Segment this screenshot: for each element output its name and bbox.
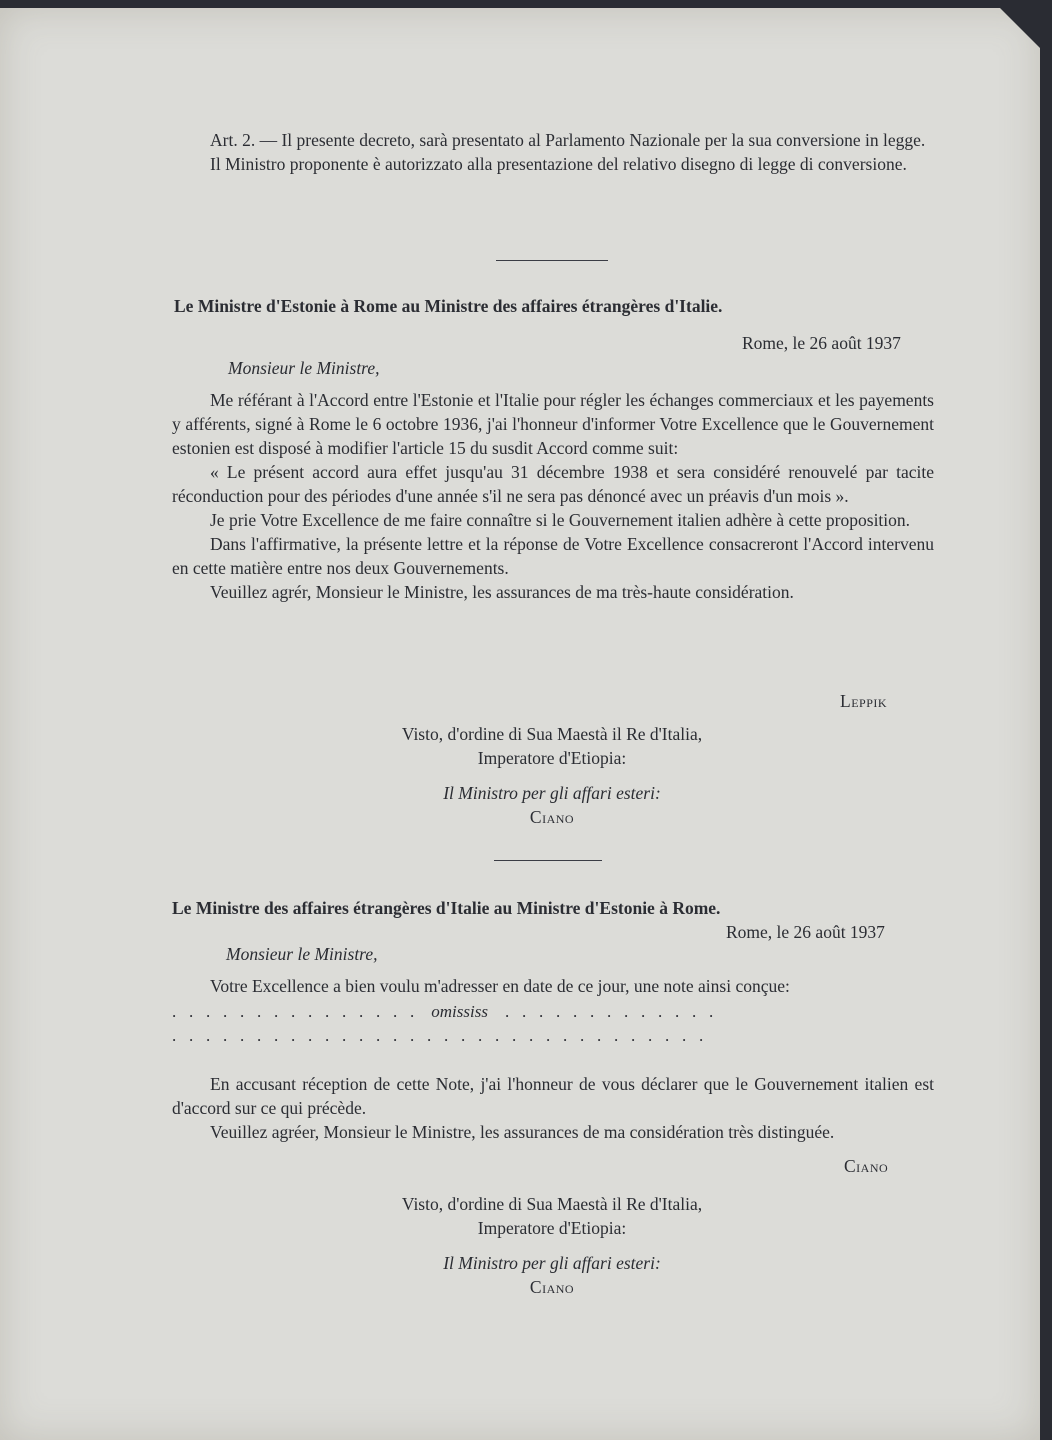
article-2 — [172, 128, 934, 176]
separator-rule — [494, 860, 602, 861]
separator-rule — [496, 260, 608, 261]
letter2-intro — [172, 974, 934, 998]
letter1-date: Rome, le 26 août 1937 — [742, 333, 901, 353]
letter2-paragraph: Votre Excellence a bien voulu m'adresser en date de ce jour, une note ainsi conçue: — [210, 976, 790, 996]
letter2-signature: Ciano — [844, 1156, 889, 1176]
letter1-body — [172, 388, 934, 604]
article-2-minister-text: Il Ministro proponente è autorizzato alla presentazione del relativo disegno di legge di conversione. — [210, 154, 907, 174]
letter1-closing: Veuillez agrér, Monsieur le Ministre, les assurances de ma très-haute considération. — [210, 582, 794, 602]
letter1-visto-line1: Visto, d'ordine di Sua Maestà il Re d'Italia, — [401, 724, 703, 744]
letter2-date: Rome, le 26 août 1937 — [726, 922, 885, 942]
document-page — [0, 8, 1040, 1440]
letter1-visto-line2: Imperatore d'Etiopia: — [477, 748, 627, 768]
letter2-visto-line2: Imperatore d'Etiopia: — [477, 1218, 627, 1238]
letter1-signature: Leppik — [840, 691, 888, 711]
letter2-closing: Veuillez agréer, Monsieur le Ministre, les assurances de ma considération très distinguée. — [210, 1122, 835, 1142]
dot-leader: . . . . . . . . . . . . . . . — [172, 1002, 432, 1021]
letter1-heading: Le Ministre d'Estonie à Rome au Ministre des affaires étrangères d'Italie. — [174, 296, 723, 316]
letter2-minister-title: Il Ministro per gli affari esteri: — [443, 1253, 661, 1273]
letter1-paragraph: Me référant à l'Accord entre l'Estonie et l'Italie pour régler les échanges commerciaux et les payements y afférents, signé à Rome le 6 octobre 1936, j'ai l'honneur d'informer Votre Excellence que le Gouvernement estonien est disposé à modifier l'article 15 du susdit Accord comme suit: — [172, 390, 934, 458]
letter1-quote: « Le présent accord aura effet jusqu'au 31 décembre 1938 et sera considéré renouvelé par tacite réconduction pour des périodes d'une année s'il ne sera pas dénoncé avec un préavis d'un mois ». — [172, 462, 934, 506]
letter2-heading: Le Ministre des affaires étrangères d'Italie au Ministre d'Estonie à Rome. — [172, 898, 721, 918]
letter2-paragraph: En accusant réception de cette Note, j'ai l'honneur de vous déclarer que le Gouvernement italien est d'accord sur ce qui précède. — [172, 1074, 934, 1118]
letter1-salutation: Monsieur le Ministre, — [228, 358, 380, 378]
article-2-text: Art. 2. — Il presente decreto, sarà presentato al Parlamento Nazionale per la sua conversione in legge. — [210, 130, 926, 150]
letter2-minister-signature: Ciano — [529, 1277, 575, 1297]
letter1-paragraph: Dans l'affirmative, la présente lettre et la réponse de Votre Excellence consacreront l'Accord intervenu en cette matière entre nos deux Gouvernements. — [172, 534, 934, 578]
dot-leader: . . . . . . . . . . . . . — [487, 1002, 714, 1021]
letter2-salutation: Monsieur le Ministre, — [226, 944, 378, 964]
omissis-label: omississ — [431, 1002, 488, 1021]
letter2-visto-line1: Visto, d'ordine di Sua Maestà il Re d'Italia, — [401, 1194, 703, 1214]
page-corner — [1000, 8, 1040, 48]
omissis-line — [172, 1002, 932, 1022]
letter1-paragraph: Je prie Votre Excellence de me faire connaître si le Gouvernement italien adhère à cette proposition. — [210, 510, 911, 530]
letter1-minister-title: Il Ministro per gli affari esteri: — [443, 783, 661, 803]
letter1-minister-signature: Ciano — [529, 807, 575, 827]
letter2-body — [172, 1072, 934, 1144]
dot-leader-line: . . . . . . . . . . . . . . . . . . . . . . . . . . . . . . . . — [172, 1026, 704, 1045]
